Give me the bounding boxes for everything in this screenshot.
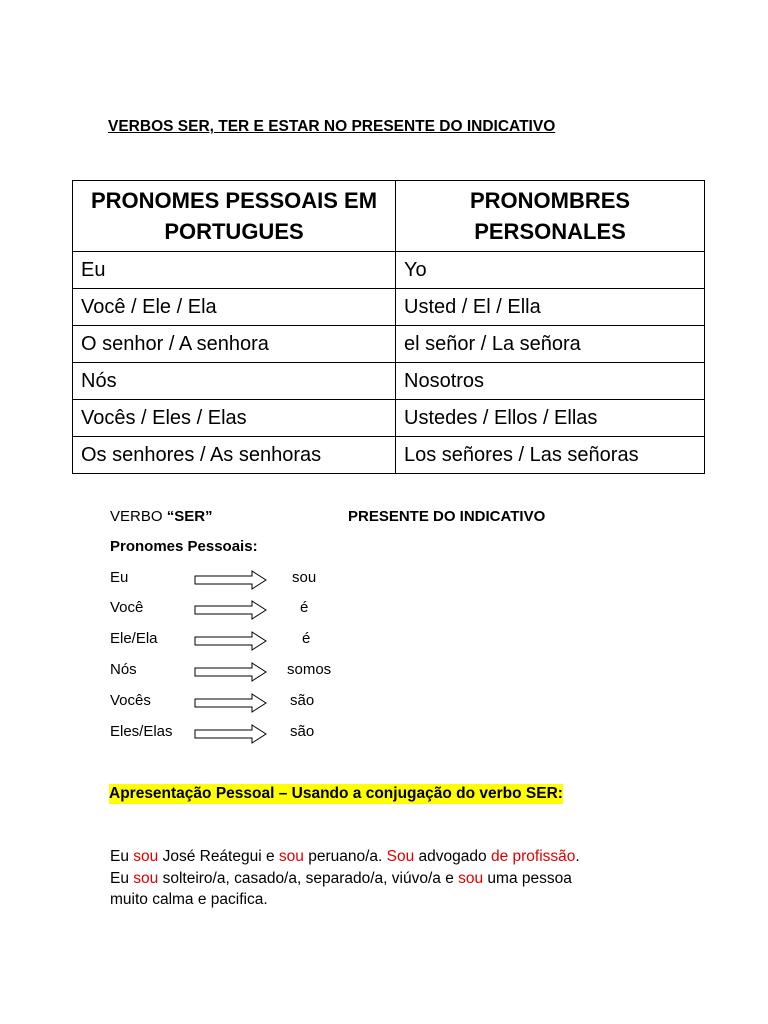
verb-label [110,508,213,525]
presentation-paragraph [110,846,710,911]
pronoun-table [72,180,705,474]
cell-spanish: Nosotros [396,363,705,400]
paragraph-text: . [575,848,580,865]
paragraph-text: advogado [414,848,491,865]
paragraph-text: muito calma e pacifica. [110,891,268,908]
emphasis-text: sou [133,848,159,865]
cell-portuguese: O senhor / A senhora [73,326,396,363]
verb-name: “SER” [166,508,213,525]
paragraph-text: Eu [110,869,134,887]
presentation-heading: Apresentação Pessoal – Usando a conjugação do verbo SER: [109,785,563,802]
conjugation-form: são [290,723,315,740]
paragraph-text: José Reátegui e [158,848,279,865]
table-row [73,289,705,326]
table-row [73,363,705,400]
right-arrow-icon [194,631,268,651]
emphasis-text: de profissão [490,848,576,865]
cell-portuguese: Eu [73,252,396,289]
cell-spanish: Los señores / Las señoras [396,437,705,474]
table-header-spanish: PRONOMBRES PERSONALES [396,181,705,252]
conjugation-pronoun: Ele/Ela [110,630,158,647]
emphasis-text: sou [133,869,159,887]
table-row [73,326,705,363]
document-title: VERBOS SER, TER E ESTAR NO PRESENTE DO INDICATIVO [108,118,556,135]
conjugation-form: somos [287,661,332,678]
table-body [73,252,705,474]
cell-portuguese: Vocês / Eles / Elas [73,400,396,437]
paragraph-text: solteiro/a, casado/a, separado/a, viúvo/a e [158,869,459,887]
table-row [73,252,705,289]
right-arrow-icon [194,570,268,590]
conjugation-pronoun: Eu [110,569,129,586]
cell-portuguese: Você / Ele / Ela [73,289,396,326]
conjugation-form: é [302,630,311,647]
table-row [73,400,705,437]
emphasis-text: sou [278,848,304,865]
conjugation-pronoun: Você [110,599,144,616]
cell-portuguese: Os senhores / As senhoras [73,437,396,474]
cell-spanish: Usted / El / Ella [396,289,705,326]
table-row [73,437,705,474]
cell-spanish: Yo [396,252,705,289]
right-arrow-icon [194,693,268,713]
cell-spanish: el señor / La señora [396,326,705,363]
conjugation-row [110,692,370,714]
verb-prefix: VERBO [110,508,167,525]
right-arrow-icon [194,662,268,682]
conjugation-pronoun: Eles/Elas [110,723,173,740]
conjugation-form: sou [292,569,317,586]
cell-portuguese: Nós [73,363,396,400]
conjugation-pronoun: Nós [110,661,137,678]
conjugation-row [110,723,370,745]
conjugation-form: são [290,692,315,709]
emphasis-text: sou [458,869,484,887]
table-header-portuguese: PRONOMES PESSOAIS EM PORTUGUES [73,181,396,252]
paragraph-text: uma pessoa [483,869,572,887]
conjugation-row [110,599,370,621]
cell-spanish: Ustedes / Ellos / Ellas [396,400,705,437]
right-arrow-icon [194,600,268,620]
pronouns-label: Pronomes Pessoais: [110,538,258,555]
conjugation-form: é [300,599,309,616]
tense-label: PRESENTE DO INDICATIVO [348,508,546,525]
conjugation-pronoun: Vocês [110,692,151,709]
paragraph-text: peruano/a. [303,848,387,865]
paragraph-text: Eu [110,848,134,865]
emphasis-text: Sou [386,848,415,865]
right-arrow-icon [194,724,268,744]
table-header-row [73,181,705,252]
conjugation-row [110,661,370,683]
conjugation-row [110,630,370,652]
conjugation-row [110,569,370,591]
